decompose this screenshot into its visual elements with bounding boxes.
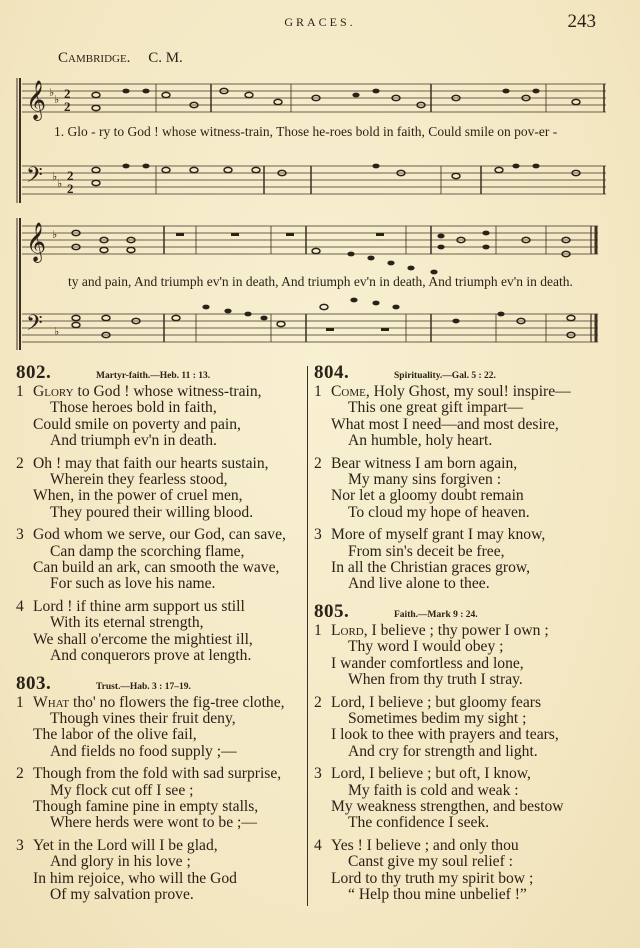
hymn-line: Could smile on poverty and pain,: [33, 415, 241, 433]
hymn-line: Those heroes bold in faith,: [50, 399, 217, 417]
hymn-line: Yet in the Lord will I be glad,: [33, 836, 218, 854]
svg-text:2: 2: [64, 99, 71, 114]
hymn-line: This one great gift impart—: [348, 399, 523, 417]
hymn-number: 805.: [314, 600, 350, 622]
hymn-line: Can damp the scorching flame,: [50, 542, 245, 560]
column-divider: [307, 366, 308, 906]
hymn-line: What: [33, 693, 70, 711]
hymn-line: The labor of the olive fail,: [33, 726, 197, 744]
hymn-line: Lord ! if thine arm support us still: [33, 597, 245, 615]
hymn-line: [16, 456, 306, 472]
hymn-line: To cloud my hope of heaven.: [348, 503, 530, 521]
hymn-line: [16, 838, 306, 854]
hymn-804: [314, 362, 614, 593]
stanza: [314, 766, 614, 832]
hymn-line: More of myself grant I may know,: [331, 526, 546, 544]
page-number: 243: [567, 11, 596, 32]
hymn-line: From sin's deceit be free,: [348, 542, 505, 560]
tune-name: Cambridge.: [58, 50, 131, 66]
hymn-line: , Holy Ghost, my soul! inspire—: [365, 383, 571, 400]
hymn-line: Yes ! I believe ; and only thou: [331, 836, 519, 854]
left-column: [16, 362, 306, 911]
stanza-number: 2: [314, 693, 322, 711]
hymn-number: 803.: [16, 672, 52, 694]
hymn-line: I wander comfortless and lone,: [331, 654, 524, 672]
hymn-line: [16, 599, 306, 615]
hymn-line: For such as love his name.: [50, 575, 216, 593]
hymn-line: Sometimes bedim my sight ;: [348, 709, 527, 727]
hymn-line: When, in the power of cruel men,: [33, 487, 243, 505]
hymn-line: [16, 527, 306, 543]
hymn-802: [16, 362, 306, 665]
hymn-line: tho' no flowers the fig-tree clothe,: [69, 693, 285, 711]
stanza-number: 2: [314, 454, 322, 472]
hymn-line: When from thy truth I stray.: [348, 671, 523, 689]
svg-text:𝄞: 𝄞: [26, 80, 47, 120]
hymn-line: , I believe ; thy power I own ;: [363, 621, 549, 639]
hymn-line: My flock cut off I see ;: [50, 781, 194, 799]
svg-text:2: 2: [67, 168, 74, 183]
stanza: [314, 384, 614, 450]
hymn-line: Oh ! may that faith our hearts sustain,: [33, 454, 269, 472]
hymn-line: In all the Christian graces grow,: [331, 559, 531, 577]
stanza: [16, 527, 306, 593]
stanza-number: 1: [314, 621, 322, 639]
hymn-line: Of my salvation prove.: [50, 885, 194, 903]
hymn-line: [314, 623, 614, 639]
svg-text:♭: ♭: [52, 229, 58, 241]
hymn-line: Thy word I would obey ;: [348, 638, 504, 656]
hymn-line: And conquerors prove at length.: [50, 647, 252, 665]
music-system-1: [16, 78, 606, 208]
hymn-line: Glory: [33, 383, 74, 400]
hymn-line: Can build an ark, can smooth the wave,: [33, 559, 280, 577]
hymn-805: [314, 601, 614, 904]
stanza-number: 3: [16, 526, 24, 544]
hymn-line: “ Help thou mine unbelief !”: [348, 885, 527, 903]
hymn-subtitle: Trust.—Hab. 3 : 17–19.: [96, 681, 191, 692]
hymn-line: Nor let a gloomy doubt remain: [331, 487, 524, 505]
stanza: [16, 456, 306, 522]
hymn-line: [314, 384, 614, 400]
hymn-line: [16, 695, 306, 711]
hymn-line: What most I need—and most desire,: [331, 415, 559, 433]
stanza-number: 3: [314, 526, 322, 544]
hymn-line: Come: [331, 383, 366, 400]
hymn-line: In him rejoice, who will the God: [33, 869, 237, 887]
hymn-line: [16, 384, 306, 400]
stanza-number: 1: [16, 693, 24, 711]
hymn-line: [314, 456, 614, 472]
lyrics-line-1: 1. Glo - ry to God ! whose witness-train, Those he-roes bold in faith, Could smile on pov-er -: [54, 124, 558, 139]
hymn-line: And fields no food supply ;—: [50, 742, 237, 760]
hymn-line: We shall o'ercome the mightiest ill,: [33, 630, 253, 648]
hymn-line: Though from the fold with sad surprise,: [33, 765, 282, 783]
hymn-line: Lord to thy truth my spirit bow ;: [331, 869, 534, 887]
running-title: GRACES.: [284, 15, 356, 29]
svg-text:♭: ♭: [52, 171, 58, 183]
stanza: [314, 456, 614, 522]
stanza-number: 3: [16, 836, 24, 854]
stanza: [16, 384, 306, 450]
hymn-subtitle: Faith.—Mark 9 : 24.: [394, 609, 478, 620]
hymn-line: And glory in his love ;: [50, 853, 191, 871]
stanza: [314, 623, 614, 689]
music-system-2: [16, 218, 606, 358]
hymn-line: Lord, I believe ; but gloomy fears: [331, 693, 542, 711]
hymn-line: [314, 766, 614, 782]
stanza-number: 1: [314, 383, 322, 400]
svg-text:♭: ♭: [57, 178, 63, 190]
hymn-line: My faith is cold and weak :: [348, 781, 519, 799]
hymn-line: God whom we serve, our God, can save,: [33, 526, 286, 544]
hymn-line: Bear witness I am born again,: [331, 454, 518, 472]
hymn-line: Though vines their fruit deny,: [50, 709, 236, 727]
hymn-number: 802.: [16, 362, 52, 383]
hymn-line: And live alone to thee.: [348, 575, 490, 593]
hymn-line: Canst give my soul relief :: [348, 853, 514, 871]
svg-text:𝄞: 𝄞: [26, 222, 47, 262]
stanza-number: 2: [16, 765, 24, 783]
stanza: [16, 766, 306, 832]
hymn-line: Lord, I believe ; but oft, I know,: [331, 765, 531, 783]
hymn-line: They poured their willing blood.: [50, 503, 254, 521]
stanza: [16, 695, 306, 761]
stanza: [16, 838, 306, 904]
hymn-number: 804.: [314, 362, 350, 383]
svg-text:2: 2: [67, 181, 74, 196]
hymn-line: An humble, holy heart.: [348, 432, 493, 450]
hymn-subtitle: Martyr-faith.—Heb. 11 : 13.: [96, 371, 211, 381]
hymn-line: [314, 527, 614, 543]
stanza: [314, 695, 614, 761]
stanza-number: 3: [314, 765, 322, 783]
svg-text:♭: ♭: [49, 87, 55, 99]
stanza: [16, 599, 306, 665]
hymn-line: My weakness strengthen, and bestow: [331, 797, 564, 815]
hymn-line: Lord: [331, 621, 364, 639]
stanza-number: 4: [16, 597, 24, 615]
svg-text:♭: ♭: [54, 94, 60, 106]
hymn-line: Where herds were wont to be ;—: [50, 814, 257, 832]
hymn-line: I look to thee with prayers and tears,: [331, 726, 559, 744]
lyrics-line-2: ty and pain, And triumph ev'n in death, And triumph ev'n in death, And triumph ev'n in death.: [68, 274, 573, 289]
right-column: [314, 362, 614, 911]
svg-text:♭: ♭: [54, 326, 60, 338]
hymn-line: [314, 838, 614, 854]
tune-meter: C. M.: [148, 50, 183, 66]
hymn-line: Wherein they fearless stood,: [50, 471, 228, 489]
stanza-number: 1: [16, 383, 24, 400]
hymn-line: And triumph ev'n in death.: [50, 432, 217, 450]
hymn-line: Though famine pine in empty stalls,: [33, 797, 259, 815]
hymn-line: And cry for strength and light.: [348, 742, 538, 760]
svg-text:𝄢: 𝄢: [26, 163, 43, 193]
svg-text:2: 2: [64, 86, 71, 101]
hymn-line: to God ! whose witness-train,: [73, 383, 262, 400]
stanza: [314, 838, 614, 904]
hymn-line: With its eternal strength,: [50, 614, 204, 632]
hymn-line: [314, 695, 614, 711]
hymn-803: [16, 673, 306, 904]
hymn-line: My many sins forgiven :: [348, 471, 502, 489]
stanza-number: 4: [314, 836, 322, 854]
tune-title: [58, 50, 183, 67]
hymn-subtitle: Spirituality.—Gal. 5 : 22.: [394, 371, 496, 381]
treble-bass-staff-1: [16, 78, 611, 208]
svg-text:𝄢: 𝄢: [26, 311, 43, 341]
hymn-line: The confidence I seek.: [348, 814, 490, 832]
stanza: [314, 527, 614, 593]
hymn-line: [16, 766, 306, 782]
stanza-number: 2: [16, 454, 24, 472]
